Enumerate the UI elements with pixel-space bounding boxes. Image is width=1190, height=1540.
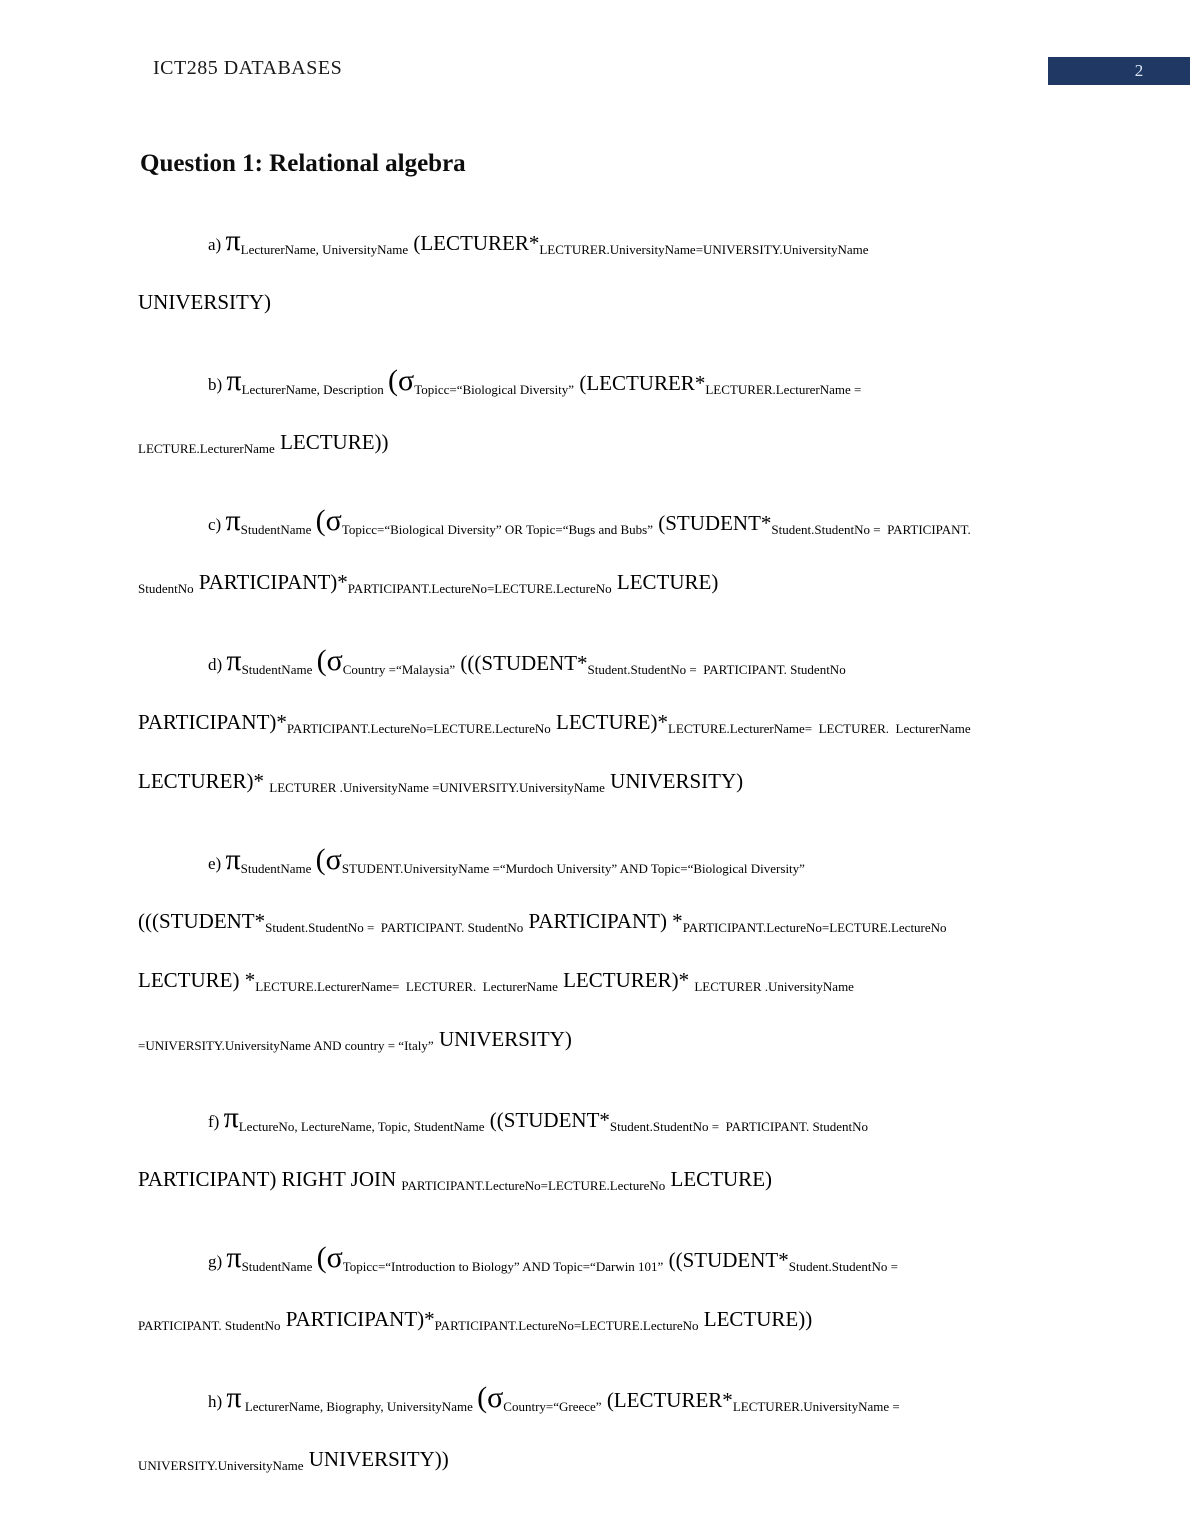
subscript-condition: StudentName [240, 522, 312, 537]
operator-symbol: π [225, 843, 241, 876]
relation-name: PARTICIPANT) RIGHT JOIN [138, 1167, 402, 1191]
subscript-condition: LECTURE.LecturerName= LECTURER. LecturerName [255, 979, 558, 994]
operator-symbol: (σ [316, 644, 343, 677]
subscript-condition: LecturerName, Description [241, 382, 384, 397]
subscript-condition: Student.StudentNo = PARTICIPANT. [771, 522, 971, 537]
operator-symbol: (σ [316, 1241, 343, 1274]
relation-name: PARTICIPANT)* [280, 1307, 435, 1331]
subscript-condition: =UNIVERSITY.UniversityName AND country = “Italy” [138, 1038, 434, 1053]
subscript-condition: Student.StudentNo = PARTICIPANT. StudentNo [265, 920, 524, 935]
subscript-condition: PARTICIPANT.LectureNo=LECTURE.LectureNo [286, 721, 551, 736]
relation-name: LECTURER)* [138, 769, 270, 793]
operator-symbol: (σ [315, 504, 342, 537]
subscript-condition: StudentName [240, 861, 312, 876]
subscript-condition: Topicc=“Biological Diversity” OR Topic=“Bugs and Bubs” [341, 522, 653, 537]
subscript-condition: Student.StudentNo = PARTICIPANT. StudentNo [609, 1119, 869, 1134]
expression-c [138, 493, 1068, 613]
subscript-condition: StudentNo [138, 581, 194, 596]
expression-b [138, 353, 1068, 473]
plain-text: c) [208, 515, 226, 534]
subscript-condition: LECTURER .UniversityName =UNIVERSITY.UniversityName [269, 780, 605, 795]
operator-symbol: π [225, 224, 241, 257]
subscript-condition: LECTURER.LecturerName = [705, 382, 862, 397]
subscript-condition: LECTURER .UniversityName [694, 979, 854, 994]
relation-name: (LECTURER* [408, 231, 540, 255]
subscript-condition: Student.StudentNo = PARTICIPANT. StudentNo [587, 662, 846, 677]
relation-name: ((STUDENT* [484, 1108, 610, 1132]
subscript-condition: LecturerName, Biography, UniversityName [241, 1399, 473, 1414]
operator-symbol: (σ [315, 843, 342, 876]
page-number: 2 [1134, 61, 1144, 80]
subscript-condition: PARTICIPANT.LectureNo=LECTURE.LectureNo [401, 1178, 666, 1193]
relation-name: ((STUDENT* [663, 1248, 789, 1272]
subscript-condition: PARTICIPANT.LectureNo=LECTURE.LectureNo [434, 1318, 699, 1333]
expressions-list [138, 213, 1068, 1510]
relation-name: UNIVERSITY) [138, 290, 271, 314]
expression-e [138, 832, 1068, 1070]
subscript-condition: StudentName [241, 662, 313, 677]
relation-name: UNIVERSITY) [433, 1027, 572, 1051]
relation-name: PARTICIPANT)* [138, 710, 287, 734]
relation-name: (LECTURER* [601, 1388, 733, 1412]
relation-name: (((STUDENT* [455, 651, 588, 675]
expression-a [138, 213, 1068, 333]
relation-name: (LECTURER* [574, 371, 706, 395]
relation-name: LECTURE)) [698, 1307, 813, 1331]
operator-symbol: π [225, 504, 241, 537]
subscript-condition: LECTURE.LecturerName= LECTURER. LecturerName [667, 721, 971, 736]
operator-symbol: π [226, 1381, 242, 1414]
subscript-condition: StudentName [241, 1259, 313, 1274]
operator-symbol: π [223, 1101, 239, 1134]
expression-d [138, 633, 1068, 812]
operator-symbol: π [226, 644, 242, 677]
subscript-condition: Topicc=“Introduction to Biology” AND Topic=“Darwin 101” [342, 1259, 664, 1274]
relation-name: (STUDENT* [653, 511, 772, 535]
subscript-condition: UNIVERSITY.UniversityName [138, 1458, 304, 1473]
relation-name: (((STUDENT* [138, 909, 266, 933]
relation-name: LECTURE)* [550, 710, 668, 734]
operator-symbol: π [226, 364, 242, 397]
subscript-condition: LectureNo, LectureName, Topic, StudentName [238, 1119, 485, 1134]
relation-name: LECTURE) * [138, 968, 256, 992]
subscript-condition: PARTICIPANT. StudentNo [138, 1318, 281, 1333]
subscript-condition: PARTICIPANT.LectureNo=LECTURE.LectureNo [347, 581, 612, 596]
expression-h [138, 1370, 1068, 1490]
relation-name: PARTICIPANT)* [193, 570, 348, 594]
plain-text: d) [208, 655, 227, 674]
subscript-condition: LECTURER.UniversityName=UNIVERSITY.UniversityName [539, 242, 869, 257]
plain-text: g) [208, 1252, 227, 1271]
question-heading: Question 1: Relational algebra [140, 150, 466, 177]
plain-text: a) [208, 235, 226, 254]
relation-name: LECTURER)* [557, 968, 695, 992]
expression-g [138, 1230, 1068, 1350]
subscript-condition: Topicc=“Biological Diversity” [414, 382, 575, 397]
header-title: ICT285 DATABASES [153, 57, 343, 79]
subscript-condition: Country =“Malaysia” [342, 662, 456, 677]
plain-text: h) [208, 1392, 227, 1411]
subscript-condition: Country=“Greece” [503, 1399, 602, 1414]
relation-name: LECTURE)) [274, 430, 389, 454]
plain-text: f) [208, 1112, 224, 1131]
subscript-condition: LECTURER.UniversityName = [732, 1399, 900, 1414]
subscript-condition: STUDENT.UniversityName =“Murdoch University” AND Topic=“Biological Diversity” [341, 861, 805, 876]
operator-symbol: (σ [477, 1381, 504, 1414]
plain-text: b) [208, 375, 227, 394]
relation-name: UNIVERSITY)) [303, 1447, 449, 1471]
relation-name: PARTICIPANT) * [523, 909, 683, 933]
expression-f [138, 1090, 1068, 1210]
operator-symbol: π [226, 1241, 242, 1274]
plain-text: e) [208, 854, 226, 873]
subscript-condition: PARTICIPANT.LectureNo=LECTURE.LectureNo [682, 920, 947, 935]
page-number-badge [1048, 57, 1190, 85]
relation-name: LECTURE) [611, 570, 719, 594]
relation-name: UNIVERSITY) [604, 769, 744, 793]
subscript-condition: LECTURE.LecturerName [138, 441, 275, 456]
relation-name: LECTURE) [665, 1167, 773, 1191]
operator-symbol: (σ [388, 364, 415, 397]
subscript-condition: Student.StudentNo = [788, 1259, 898, 1274]
subscript-condition: LecturerName, UniversityName [240, 242, 409, 257]
